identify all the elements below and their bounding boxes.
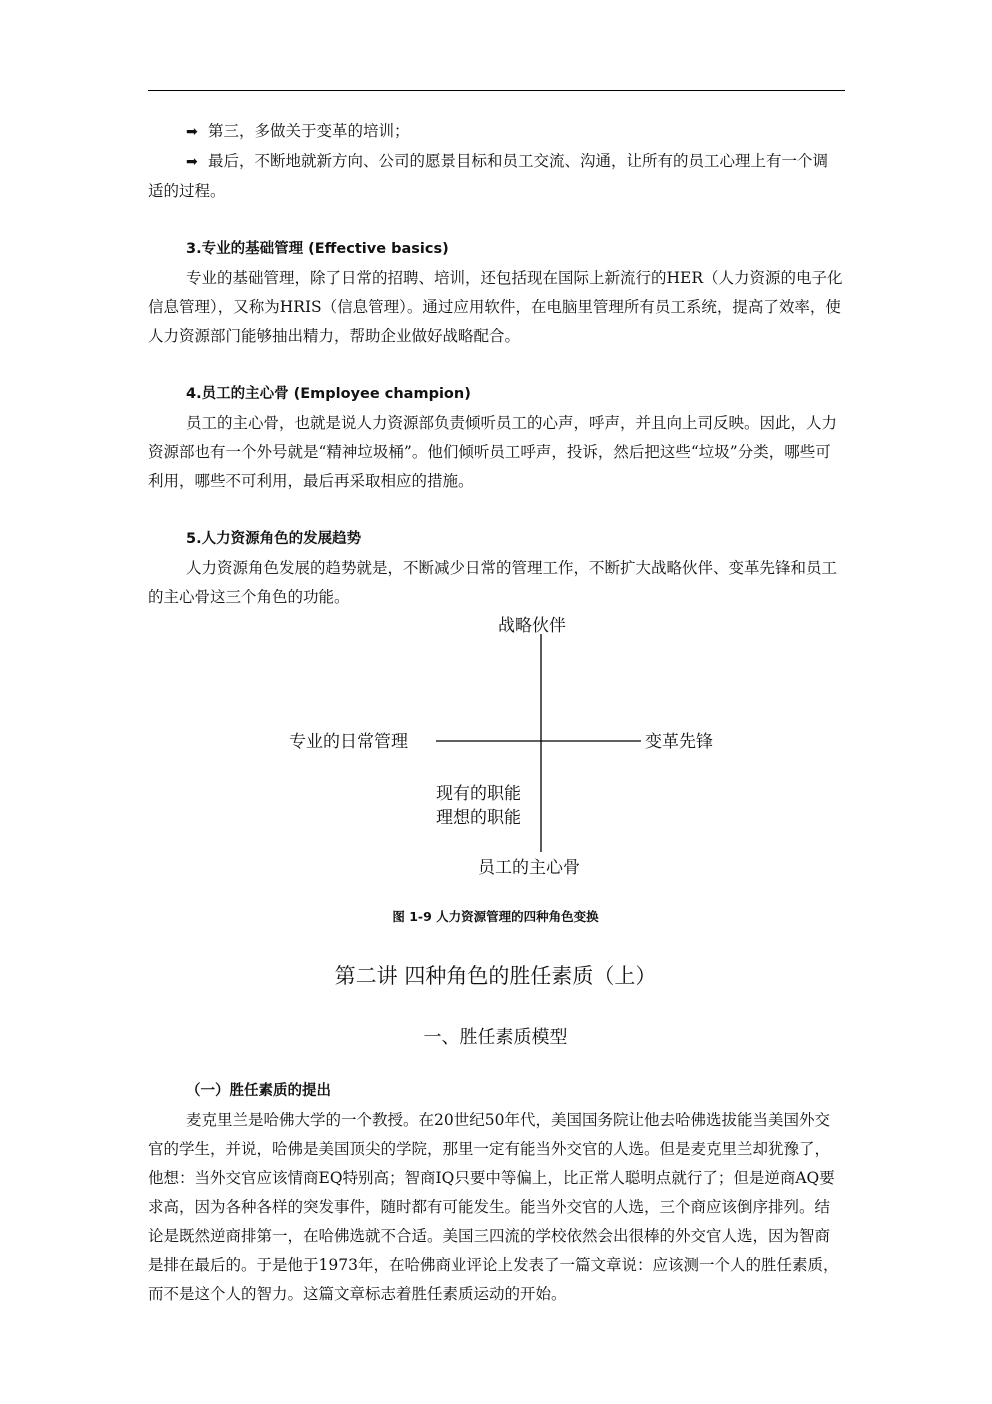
figure-caption: 图 1-9 人力资源管理的四种角色变换 [392,909,599,924]
subsection-heading: （一）胜任素质的提出 [186,1083,331,1099]
section-heading: 5.人力资源角色的发展趋势 [186,531,362,547]
ideal-function-label: 理想的职能 [436,808,521,828]
lecture-title: 第二讲 四种角色的胜任素质（上） [334,964,657,988]
subsection-body: 麦克里兰是哈佛大学的一个教授。在20世纪50年代，美国国务院让他去哈佛选拔能当美国外交官的学生，并说，哈佛是美国顶尖的学院，那里一定有能当外交官的人选。但是麦克里兰却犹豫了，他想：当外交官应该情商EQ特别高；智商IQ只要中等偏上，比正常人聪明点就行了；但是逆商AQ要求高，因为各种各样的突发事件，随时都有可能发生。能当外交官的人选，三个商应该倒序排列。结论是既然逆商排第一，在哈佛选就不合适。美国三四流的学校依然会出很棒的外交官人选，因为智商是排在最后的。于是他于1973年，在哈佛商业评论上发表了一篇文章说：应该测一个人的胜任素质，而不是这个人的智力。这篇文章标志着胜任素质运动的开始。 [148,1111,839,1303]
left-label: 专业的日常管理 [289,732,408,752]
top-label: 战略伙伴 [498,616,566,636]
header-rule [148,90,845,91]
section-body: 专业的基础管理，除了日常的招聘、培训，还包括现在国际上新流行的HER（人力资源的电子化信息管理），又称为HRIS（信息管理）。通过应用软件，在电脑里管理所有员工系统，提高了效率，使人力资源部门能够抽出精力，帮助企业做好战略配合。 [148,269,843,345]
bottom-label: 员工的主心骨 [478,858,580,878]
section-heading: 4.员工的主心骨 (Employee champion) [186,386,471,402]
bullet-item: ➡ 第三，多做关于变革的培训； [148,117,843,147]
section-heading: 3.专业的基础管理 (Effective basics) [186,241,449,257]
right-label: 变革先锋 [645,732,713,752]
chapter-title: 一、胜任素质模型 [423,1027,568,1048]
current-function-label: 现有的职能 [436,784,521,804]
section-body: 人力资源角色发展的趋势就是，不断减少日常的管理工作，不断扩大战略伙伴、变革先锋和员工的主心骨这三个角色的功能。 [148,559,838,606]
arrow-right-icon: ➡ [186,124,198,140]
section-body: 员工的主心骨，也就是说人力资源部负责倾听员工的心声，呼声，并且向上司反映。因此，人力资源部也有一个外号就是“精神垃圾桶”。他们倾听员工呼声，投诉，然后把这些“垃圾”分类，哪些可利用，哪些不可利用，最后再采取相应的措施。 [148,414,838,490]
page-content [148,117,843,1309]
arrow-right-icon: ➡ [186,154,198,170]
bullet-item: ➡ 最后，不断地就新方向、公司的愿景目标和员工交流、沟通，让所有的员工心理上有一个调适的过程。 [148,147,843,206]
role-diagram [148,612,843,924]
